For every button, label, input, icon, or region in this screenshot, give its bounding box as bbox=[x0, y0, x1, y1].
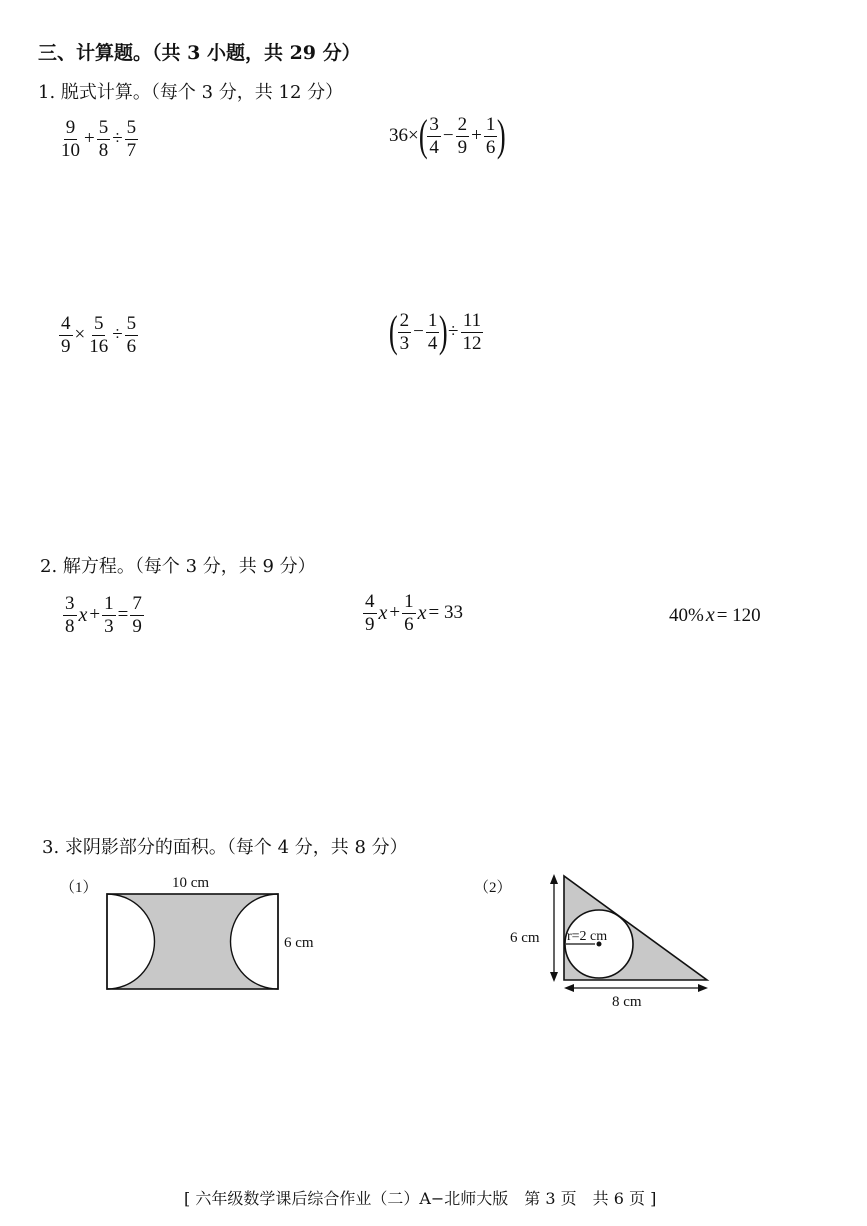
figure-2-radius-label: r=2 cm bbox=[567, 929, 608, 944]
figure-2-triangle-incircle bbox=[474, 864, 724, 1014]
operator: = 33 bbox=[428, 602, 463, 624]
operator: = bbox=[117, 604, 129, 626]
figure-2-label: （2） bbox=[474, 880, 512, 896]
section-title: 三、计算题。（共 3 小题，共 29 分） bbox=[38, 42, 361, 64]
left-paren: ( bbox=[418, 111, 428, 160]
q1-expression-3 bbox=[58, 314, 139, 357]
figure-1-label: （1） bbox=[60, 880, 98, 896]
arrow-down-icon bbox=[550, 972, 558, 982]
operator: = 120 bbox=[716, 604, 761, 626]
operator: 40% bbox=[669, 604, 704, 626]
figure-2-height-label: 6 cm bbox=[510, 930, 540, 946]
operator: × bbox=[74, 324, 86, 346]
arrow-left-icon bbox=[564, 984, 574, 992]
fraction: $\frac{5}{8}$ bbox=[98, 117, 109, 161]
fraction: $\frac{2}{3}$ bbox=[399, 309, 410, 354]
page-footer: [ 六年级数学课后综合作业（二）A−北师大版 第 3 页 共 6 页 ] bbox=[184, 1189, 657, 1208]
operator: + bbox=[89, 604, 101, 626]
q2-title: 2. 解方程。（每个 3 分，共 9 分） bbox=[40, 556, 316, 577]
right-paren: ) bbox=[497, 111, 507, 160]
q2-equation-1 bbox=[62, 594, 145, 637]
fraction: $\frac{1}{4}$ bbox=[427, 309, 438, 354]
q1-title: 1. 脱式计算。（每个 3 分，共 12 分） bbox=[38, 82, 344, 103]
q3-title: 3. 求阴影部分的面积。（每个 4 分，共 8 分） bbox=[42, 837, 408, 858]
arrow-right-icon bbox=[698, 984, 708, 992]
operator: − bbox=[442, 125, 454, 146]
figure-2-base-label: 8 cm bbox=[612, 994, 642, 1010]
right-paren: ) bbox=[439, 307, 449, 356]
fraction: $\frac{1}{6}$ bbox=[485, 113, 496, 158]
fraction: $\frac{1}{3}$ bbox=[104, 593, 114, 637]
variable: x bbox=[705, 604, 715, 626]
fraction: $\frac{3}{8}$ bbox=[65, 593, 75, 637]
variable: x bbox=[417, 601, 427, 624]
q2-equation-2 bbox=[362, 592, 464, 635]
figure-1-rectangle-semicircles bbox=[60, 866, 340, 1002]
fraction: $\frac{11}{12}$ bbox=[462, 309, 482, 354]
fraction: $\frac{3}{4}$ bbox=[429, 113, 439, 158]
fraction: $\frac{5}{7}$ bbox=[126, 117, 137, 161]
q1-expression-4 bbox=[388, 307, 484, 356]
q1-expression-1 bbox=[58, 118, 139, 161]
fraction: $\frac{7}{9}$ bbox=[132, 593, 142, 637]
left-paren: ( bbox=[388, 307, 398, 356]
figure-1-height-label: 6 cm bbox=[284, 935, 314, 951]
operator: 36× bbox=[389, 125, 419, 146]
fraction: $\frac{5}{16}$ bbox=[89, 313, 109, 357]
arrow-up-icon bbox=[550, 874, 558, 884]
operator: ÷ bbox=[448, 321, 459, 342]
fraction: $\frac{4}{9}$ bbox=[61, 313, 71, 357]
fraction: $\frac{1}{6}$ bbox=[404, 591, 414, 635]
fraction: $\frac{5}{6}$ bbox=[126, 313, 137, 357]
figure-1-width-label: 10 cm bbox=[172, 875, 210, 891]
q2-equation-3 bbox=[668, 604, 762, 627]
variable: x bbox=[378, 601, 388, 624]
operator: + bbox=[471, 125, 482, 146]
operator: + bbox=[84, 128, 95, 150]
operator: ÷ bbox=[112, 128, 123, 150]
fraction: $\frac{4}{9}$ bbox=[365, 591, 375, 635]
operator: − bbox=[413, 321, 424, 342]
fraction: $\frac{9}{10}$ bbox=[61, 117, 80, 161]
operator: ÷ bbox=[112, 324, 123, 346]
fraction: $\frac{2}{9}$ bbox=[457, 113, 468, 158]
variable: x bbox=[78, 603, 88, 626]
operator: + bbox=[389, 602, 401, 624]
q1-expression-2 bbox=[388, 111, 507, 160]
